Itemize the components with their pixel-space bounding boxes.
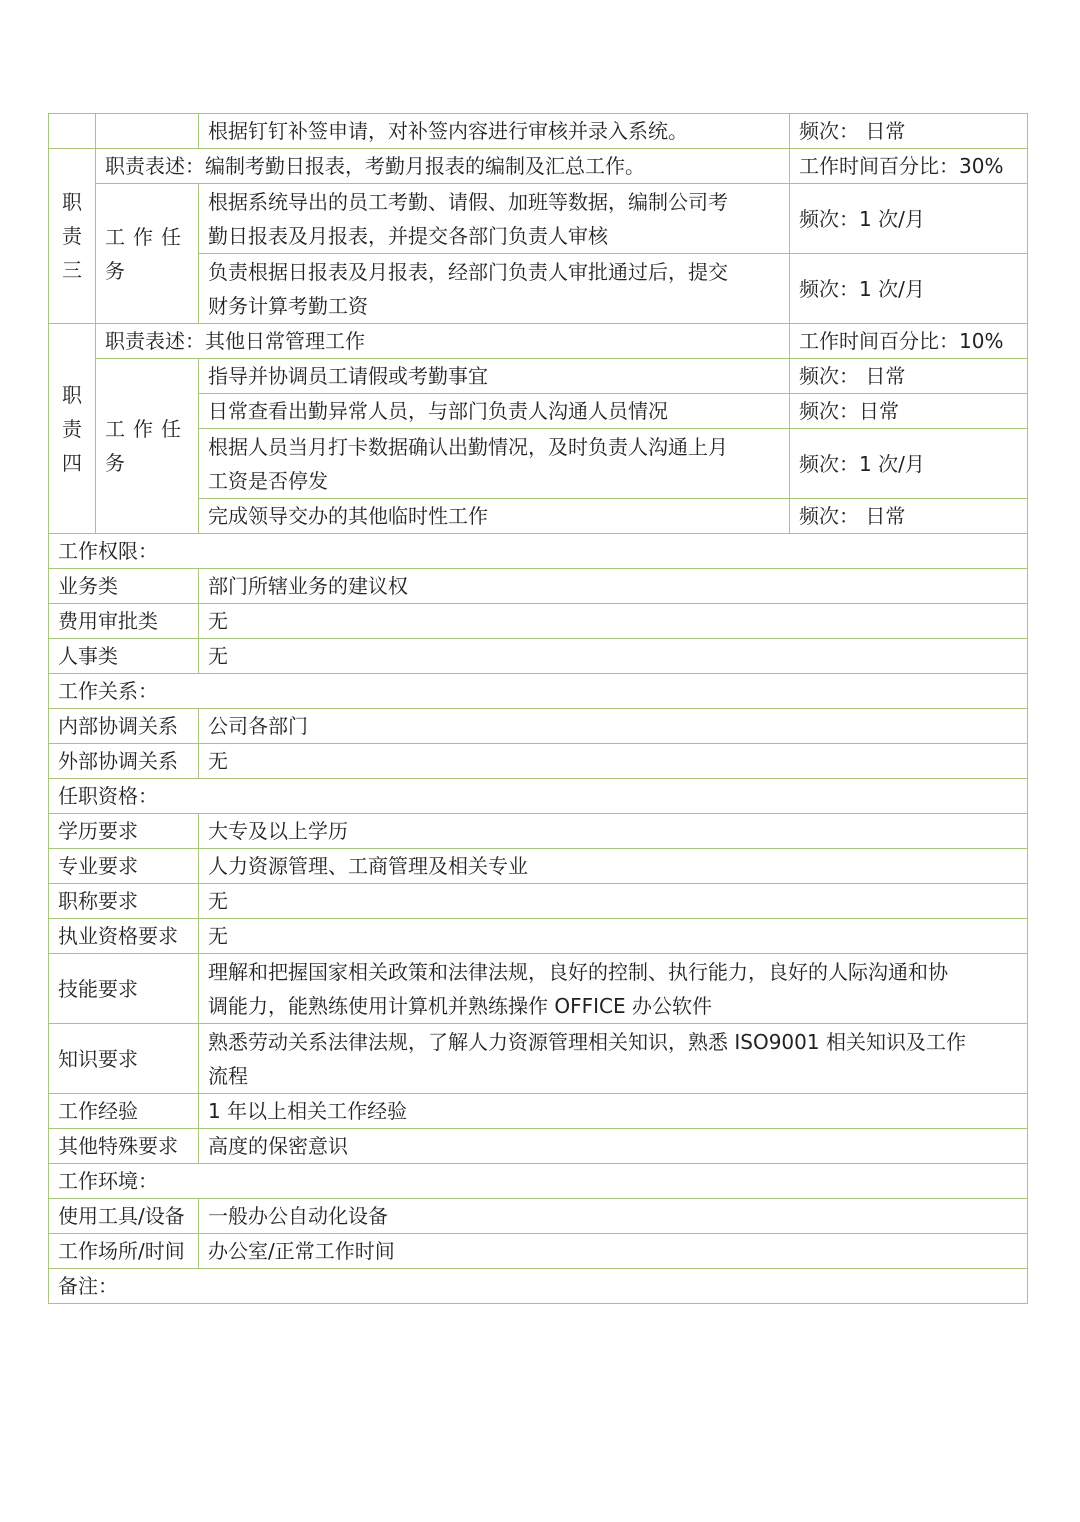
relations-label: 外部协调关系 bbox=[49, 744, 199, 779]
special-value: 高度的保密意识 bbox=[199, 1129, 1028, 1164]
duty3-task-row bbox=[49, 184, 1028, 254]
duty3-time-percentage: 工作时间百分比：30% bbox=[790, 149, 1028, 184]
authority-label: 费用审批类 bbox=[49, 604, 199, 639]
duty4-task-1-frequency: 频次： 日常 bbox=[790, 359, 1028, 394]
duty4-task-4: 完成领导交办的其他临时性工作 bbox=[199, 499, 790, 534]
license-value: 无 bbox=[199, 919, 1028, 954]
major-value: 人力资源管理、工商管理及相关专业 bbox=[199, 849, 1028, 884]
duty3-task-2: 负责根据日报表及月报表，经部门负责人审批通过后，提交 财务计算考勤工资 bbox=[199, 254, 790, 324]
experience-value: 1 年以上相关工作经验 bbox=[199, 1094, 1028, 1129]
qualifications-heading: 任职资格： bbox=[49, 779, 1028, 814]
environment-label: 工作场所/时间 bbox=[49, 1234, 199, 1269]
section-heading-row bbox=[49, 674, 1028, 709]
task-text: 根据钉钉补签申请，对补签内容进行审核并录入系统。 bbox=[199, 114, 790, 149]
duty4-description: 职责表述：其他日常管理工作 bbox=[96, 324, 790, 359]
authority-heading: 工作权限： bbox=[49, 534, 1028, 569]
remarks-heading: 备注： bbox=[49, 1269, 1028, 1304]
education-value: 大专及以上学历 bbox=[199, 814, 1028, 849]
title-value: 无 bbox=[199, 884, 1028, 919]
remarks-row bbox=[49, 1269, 1028, 1304]
section-heading-row bbox=[49, 779, 1028, 814]
special-label: 其他特殊要求 bbox=[49, 1129, 199, 1164]
authority-value: 无 bbox=[199, 639, 1028, 674]
duty3-desc-row bbox=[49, 149, 1028, 184]
authority-row bbox=[49, 569, 1028, 604]
duty4-task-label: 工作任 务 bbox=[96, 359, 199, 534]
section-heading-row bbox=[49, 534, 1028, 569]
duty3-label: 职 责 三 bbox=[49, 149, 96, 324]
major-label: 专业要求 bbox=[49, 849, 199, 884]
qualification-row bbox=[49, 919, 1028, 954]
environment-label: 使用工具/设备 bbox=[49, 1199, 199, 1234]
experience-label: 工作经验 bbox=[49, 1094, 199, 1129]
title-label: 职称要求 bbox=[49, 884, 199, 919]
qualification-row bbox=[49, 814, 1028, 849]
duty4-task-2: 日常查看出勤异常人员，与部门负责人沟通人员情况 bbox=[199, 394, 790, 429]
skills-value: 理解和把握国家相关政策和法律法规，良好的控制、执行能力，良好的人际沟通和协 调能力，能熟练使用计算机并熟练操作 OFFICE 办公软件 bbox=[199, 954, 1028, 1024]
duty-continuation-row bbox=[49, 114, 1028, 149]
duty4-task-2-frequency: 频次：日常 bbox=[790, 394, 1028, 429]
knowledge-value: 熟悉劳动关系法律法规，了解人力资源管理相关知识，熟悉 ISO9001 相关知识及工作 流程 bbox=[199, 1024, 1028, 1094]
qualification-row bbox=[49, 884, 1028, 919]
duty3-task-1: 根据系统导出的员工考勤、请假、加班等数据，编制公司考 勤日报表及月报表，并提交各部门负责人审核 bbox=[199, 184, 790, 254]
duty4-task-4-frequency: 频次： 日常 bbox=[790, 499, 1028, 534]
environment-value: 一般办公自动化设备 bbox=[199, 1199, 1028, 1234]
authority-row bbox=[49, 639, 1028, 674]
relations-row bbox=[49, 744, 1028, 779]
qualification-row bbox=[49, 1094, 1028, 1129]
relations-value: 公司各部门 bbox=[199, 709, 1028, 744]
license-label: 执业资格要求 bbox=[49, 919, 199, 954]
qualification-row bbox=[49, 954, 1028, 1024]
authority-label: 业务类 bbox=[49, 569, 199, 604]
empty-cell bbox=[49, 114, 96, 149]
authority-row bbox=[49, 604, 1028, 639]
frequency: 频次： 日常 bbox=[790, 114, 1028, 149]
environment-row bbox=[49, 1199, 1028, 1234]
job-description-table bbox=[48, 113, 1028, 1304]
empty-cell bbox=[96, 114, 199, 149]
relations-value: 无 bbox=[199, 744, 1028, 779]
duty4-time-percentage: 工作时间百分比：10% bbox=[790, 324, 1028, 359]
duty4-task-3-frequency: 频次：1 次/月 bbox=[790, 429, 1028, 499]
duty3-task-2-frequency: 频次：1 次/月 bbox=[790, 254, 1028, 324]
qualification-row bbox=[49, 1129, 1028, 1164]
duty3-task-label: 工作任 务 bbox=[96, 184, 199, 324]
qualification-row bbox=[49, 849, 1028, 884]
authority-value: 部门所辖业务的建议权 bbox=[199, 569, 1028, 604]
relations-label: 内部协调关系 bbox=[49, 709, 199, 744]
duty4-task-1: 指导并协调员工请假或考勤事宜 bbox=[199, 359, 790, 394]
duty4-task-row bbox=[49, 359, 1028, 394]
qualification-row bbox=[49, 1024, 1028, 1094]
duty4-task-3: 根据人员当月打卡数据确认出勤情况，及时负责人沟通上月 工资是否停发 bbox=[199, 429, 790, 499]
duty4-desc-row bbox=[49, 324, 1028, 359]
knowledge-label: 知识要求 bbox=[49, 1024, 199, 1094]
duty4-label: 职 责 四 bbox=[49, 324, 96, 534]
section-heading-row bbox=[49, 1164, 1028, 1199]
relations-heading: 工作关系： bbox=[49, 674, 1028, 709]
skills-label: 技能要求 bbox=[49, 954, 199, 1024]
environment-row bbox=[49, 1234, 1028, 1269]
education-label: 学历要求 bbox=[49, 814, 199, 849]
relations-row bbox=[49, 709, 1028, 744]
environment-value: 办公室/正常工作时间 bbox=[199, 1234, 1028, 1269]
environment-heading: 工作环境： bbox=[49, 1164, 1028, 1199]
duty3-task-1-frequency: 频次：1 次/月 bbox=[790, 184, 1028, 254]
authority-label: 人事类 bbox=[49, 639, 199, 674]
duty3-description: 职责表述：编制考勤日报表，考勤月报表的编制及汇总工作。 bbox=[96, 149, 790, 184]
authority-value: 无 bbox=[199, 604, 1028, 639]
